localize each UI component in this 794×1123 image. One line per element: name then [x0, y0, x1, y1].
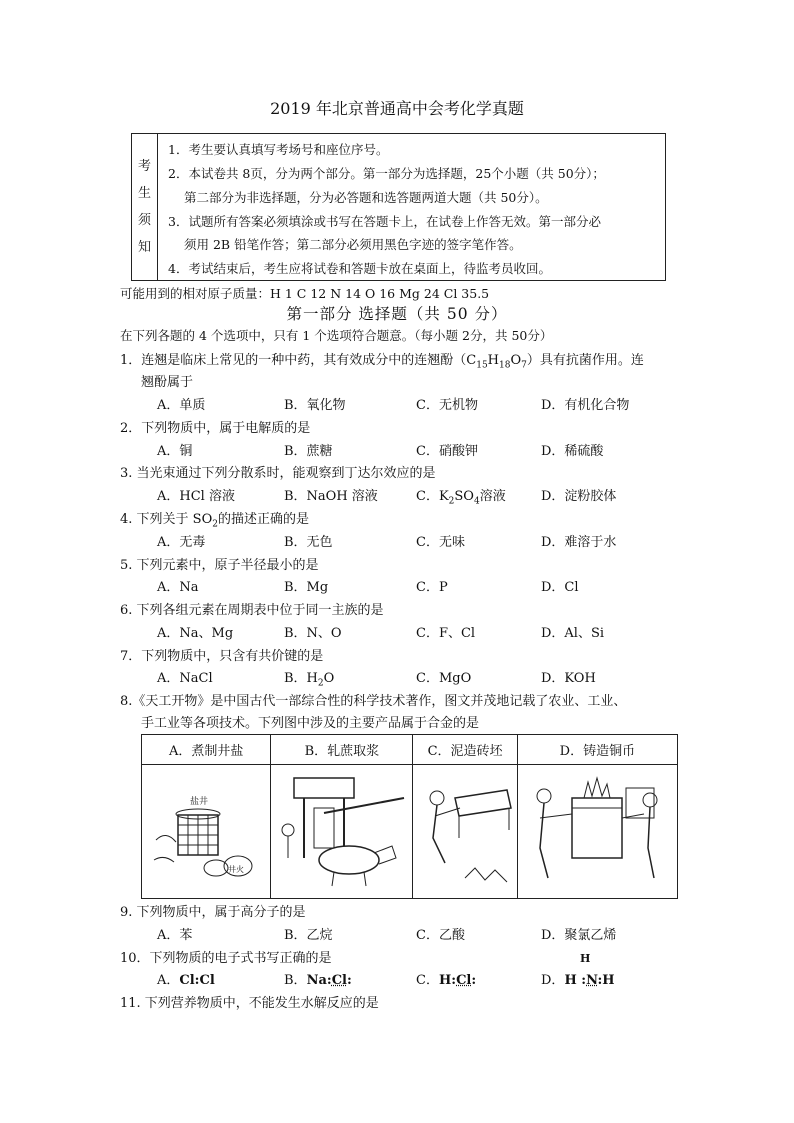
option-d[interactable]: D．KOH — [541, 671, 596, 686]
coin-casting-illustration — [517, 765, 677, 899]
question-11-stem: 11. 下列营养物质中，不能发生水解反应的是 — [120, 996, 379, 1011]
side-char: 生 — [137, 186, 151, 201]
exam-notice-box — [131, 133, 666, 281]
option-b[interactable]: B．NaOH 溶液 — [284, 489, 378, 504]
option-b[interactable]: B．Mg — [284, 580, 329, 595]
option-d[interactable]: D．Al、Si — [541, 626, 605, 641]
notice-line: 4．考试结束后，考生应将试卷和答题卡放在桌面上，待监考员收回。 — [168, 261, 551, 276]
option-d-header[interactable]: D．铸造铜币 — [517, 735, 677, 765]
option-c[interactable]: C．P — [416, 580, 448, 595]
option-a[interactable]: A．Cl:Cl — [157, 973, 215, 988]
option-a[interactable]: A．单质 — [157, 398, 206, 413]
option-a-header[interactable]: A．煮制井盐 — [142, 735, 271, 765]
salt-well-illustration — [142, 765, 271, 899]
option-b[interactable]: B．N、O — [284, 626, 342, 641]
option-a[interactable]: A．铜 — [157, 444, 193, 459]
option-b[interactable]: B．Na:Cl: — [284, 973, 352, 988]
notice-line: 须用 2B 铅笔作答；第二部分必须用黑色字迹的签字笔作答。 — [184, 237, 522, 252]
question-8-table — [141, 734, 678, 899]
option-d[interactable]: D．Cl — [541, 580, 579, 595]
question-6-stem: 6. 下列各组元素在周期表中位于同一主族的是 — [120, 603, 384, 618]
option-d[interactable]: D．聚氯乙烯 — [541, 928, 617, 943]
side-char: 须 — [137, 213, 151, 228]
atomic-masses: 可能用到的相对原子质量：H 1 C 12 N 14 O 16 Mg 24 Cl 35.5 — [120, 286, 490, 301]
option-b[interactable]: B．乙烷 — [284, 928, 333, 943]
option-b[interactable]: B．$H_2O$ — [284, 671, 335, 689]
option-a[interactable]: A．无毒 — [157, 535, 206, 550]
option-c[interactable]: C．硝酸钾 — [416, 444, 478, 459]
option-a[interactable]: A．NaCl — [157, 671, 213, 686]
notice-line: 第二部分为非选择题，分为必答题和选答题两道大题（共 50分）。 — [184, 190, 548, 205]
option-b[interactable]: B．蔗糖 — [284, 444, 333, 459]
option-c[interactable]: C．MgO — [416, 671, 472, 686]
section-instruction: 在下列各题的 4 个选项中，只有 1 个选项符合题意。（每小题 2分，共 50分） — [120, 328, 553, 343]
brick-making-illustration — [413, 765, 517, 899]
question-10-stem: 10．下列物质的电子式书写正确的是 — [120, 951, 332, 966]
question-3-stem: 3. 当光束通过下列分散系时，能观察到丁达尔效应的是 — [120, 466, 436, 481]
option-c[interactable]: C．无机物 — [416, 398, 478, 413]
well-fire-label: 井火 — [228, 864, 245, 874]
option-d[interactable]: D．难溶于水 — [541, 535, 617, 550]
option-d[interactable]: D．有机化合物 — [541, 398, 630, 413]
section-title: 第一部分 选择题（共 50 分） — [286, 305, 508, 323]
notice-line: 2．本试卷共 8页，分为两个部分。第一部分为选择题，25个小题（共 50分）； — [168, 166, 605, 181]
sugarcane-press-illustration — [271, 765, 413, 899]
option-d[interactable]: D．淀粉胶体 — [541, 489, 617, 504]
option-a[interactable]: A．HCl 溶液 — [157, 489, 235, 504]
side-char: 知 — [137, 240, 151, 255]
option-a[interactable]: A．Na — [157, 580, 199, 595]
option-c[interactable]: C．F、Cl — [416, 626, 476, 641]
notice-line: 3．试题所有答案必须填涂或书写在答题卡上，在试卷上作答无效。第一部分必 — [168, 214, 601, 229]
option-c[interactable]: C．H:Cl: — [416, 973, 477, 988]
question-8-stem: 8.《天工开物》是中国古代一部综合性的科学技术著作，图文并茂地记载了农业、工业、 — [120, 694, 627, 709]
option-b-header[interactable]: B．轧蔗取浆 — [271, 735, 413, 765]
option-c[interactable]: C．乙酸 — [416, 928, 465, 943]
question-7-stem: 7．下列物质中，只含有共价键的是 — [120, 649, 324, 664]
notice-line: 1．考生要认真填写考场号和座位序号。 — [168, 142, 389, 157]
option-b[interactable]: B．氧化物 — [284, 398, 346, 413]
nh3-top-h: H — [580, 952, 591, 965]
option-d[interactable]: D．稀硫酸 — [541, 444, 604, 459]
option-c[interactable]: C．无味 — [416, 535, 465, 550]
question-4-stem: 4. 下列关于 $SO_2$的描述正确的是 — [120, 512, 309, 530]
option-a[interactable]: A．Na、Mg — [157, 626, 234, 641]
salt-well-label: 盐井 — [190, 796, 209, 807]
notice-side-label — [132, 134, 158, 280]
option-b[interactable]: B．无色 — [284, 535, 333, 550]
option-d[interactable]: D．H :N:H — [541, 973, 615, 988]
question-5-stem: 5. 下列元素中，原子半径最小的是 — [120, 558, 319, 573]
page-title: 2019 年北京普通高中会考化学真题 — [270, 99, 524, 118]
option-c[interactable]: C．$K_2SO_4$溶液 — [416, 489, 506, 507]
question-8-stem-cont: 手工业等各项技术。下列图中涉及的主要产品属于合金的是 — [141, 716, 480, 731]
side-char: 考 — [137, 159, 151, 174]
question-1-stem: 1．连翘是临床上常见的一种中药，其有效成分中的连翘酚$(C_{15}H_{18}O_7)$具有抗菌作用。连 — [120, 353, 644, 371]
question-1-stem-cont: 翘酚属于 — [141, 375, 194, 390]
option-c-header[interactable]: C．泥造砖坯 — [413, 735, 517, 765]
option-a[interactable]: A．苯 — [157, 928, 193, 943]
question-9-stem: 9. 下列物质中，属于高分子的是 — [120, 905, 306, 920]
question-2-stem: 2．下列物质中，属于电解质的是 — [120, 421, 311, 436]
